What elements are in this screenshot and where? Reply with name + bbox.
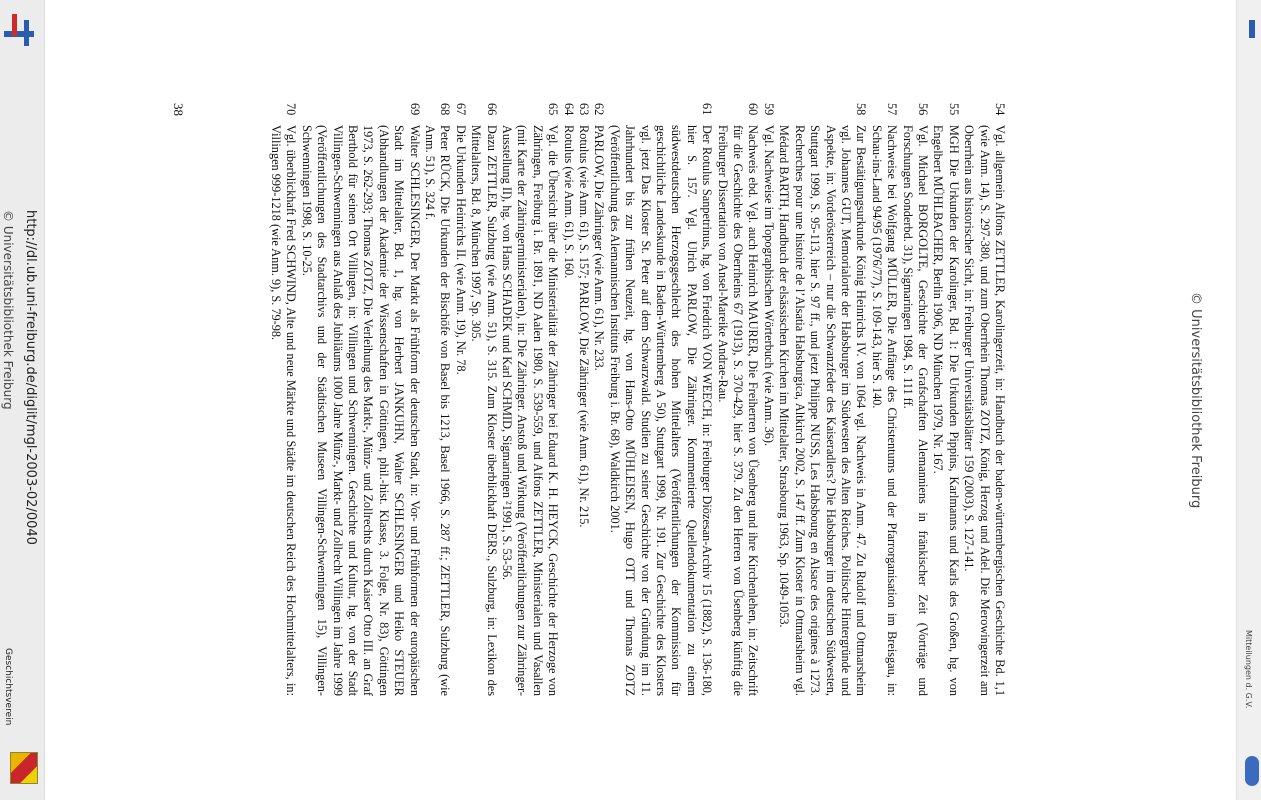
footnote	[776, 103, 868, 696]
footnote	[499, 103, 561, 696]
logo-bar-icon	[12, 14, 17, 36]
footnote-number: 68	[438, 103, 453, 116]
footnote-number: 64	[561, 103, 576, 116]
right-society-label: Mitteilungen d. G.V.	[1244, 630, 1253, 709]
footnote-text: Vgl. Michael BORGOLTE, Geschichte der Grafschaften Alemanniens in fränkischer Zeit (Vorträge und Forschungen Sonderbd. 31), Sigmaringen 1984, S. 111 ff.	[900, 125, 930, 696]
footnote-text: Vgl. allgemein Alfons ZETTLER, Karolingerzeit, in: Handbuch der baden-württembergischen Geschichte Bd. 1,1 (wie Anm. 14), S. 297-380, und zum Oberrhein Thomas ZOTZ, König, Herzog und Adel. Die Merowingerzeit am Oberrhein aus historischer Sicht, in: Freiburger Universitätsblätter 159 (2003), S. 127-141.	[962, 125, 1007, 696]
footnote-number: 60	[746, 103, 761, 116]
copyright-holder: © Universitätsbibliothek Freiburg	[1, 210, 15, 410]
footnote-text: Walter SCHLESINGER, Der Markt als Frühform der deutschen Stadt, in: Vor- und Frühformen der europäischen Stadt im Mittelalter, Bd. 1, hg. von Herbert JANKUHN, Walter SCHLESINGER und Heiko STEUER (Abhandlungen der Akademie der Wissenschaften in Göttingen, phil.-hist. Klasse, 3. Folge, Nr. 83), Göttingen 1973, S. 262-293; Thomas ZOTZ, Die Verleihung des Markt-, Münz- und Zollrechts durch Kaiser Otto III. an Graf Berthold für seinen Ort Villingen, in: Villingen und Schwenningen. Geschichte und Kultur, hg. von der Stadt Villingen-Schwenningen aus Anlaß des Jubiläums 1000 Jahre Münz-, Markt- und Zollrecht Villingen im Jahre 1999 (Veröffentlichungen des Stadtarchivs und der Städtischen Museen Villingen-Schwenningen 15), Villingen-Schwenningen 1998, S. 10-25.	[299, 125, 422, 696]
footnote-text: Vgl. Nachweise im Topographischen Wörterbuch (wie Anm. 36).	[761, 125, 776, 447]
footnote	[268, 103, 299, 696]
top-copyright-clip: © Universitätsbibliothek Freiburg	[1188, 292, 1203, 509]
footnote	[452, 103, 467, 696]
footnote-text: Rotulus (wie Anm. 61), S. 157; PARLOW, Die Zähringer (wie Anm. 61), Nr. 215.	[577, 125, 592, 528]
footnote-number: 65	[546, 103, 561, 116]
footnote	[606, 103, 714, 696]
document-page	[164, 0, 1261, 800]
footnote-text: Rotulus (wie Anm. 61), S. 160.	[561, 125, 576, 279]
footnote-number: 63	[577, 103, 592, 116]
footnote-number: 58	[854, 103, 869, 116]
footnote	[576, 103, 591, 696]
footnote-number: 67	[453, 103, 468, 116]
footnote-number: 57	[885, 103, 900, 116]
footnote-number: 59	[761, 103, 776, 116]
footnote	[591, 103, 606, 696]
footnote-number: 54	[993, 103, 1007, 116]
footnote-text: Der Rotulus Sanpetrinus, hg. von Friedrich VON WEECH, in: Freiburger Diözesan-Archiv 15 (1882), S. 136-180, hier S. 157. Vgl. Ulrich PARLOW, Die Zähringer. Kommentierte Quellendokumentation zu einem südwestdeutschen Herzogsgeschlecht des hohen Mittelalters (Veröffentlichungen der Kommission für geschichtliche Landeskunde in Baden-Württemberg A 50), Stuttgart 1999, Nr. 191. Zur Geschichte des Klosters vgl. jetzt Das Kloster St. Peter auf dem Schwarzwald. Studien zu seiner Geschichte von der Gründung im 11. Jahrhundert bis zur frühen Neuzeit, hg. von Hans-Otto MÜHLEISEN, Hugo OTT und Thomas ZOTZ (Veröffentlichung des Alemannischen Instituts Freiburg i. Br. 68), Waldkirch 2001.	[607, 125, 715, 696]
footnote-text: MGH Die Urkunden der Karolinger, Bd. 1: Die Urkunden Pippins, Karlmanns und Karls des Großen, hg. von Engelbert MÜHLBACHER, Berlin 1906, ND München 1979, Nr. 167.	[931, 125, 961, 696]
footnote	[560, 103, 575, 696]
footnote-number: 70	[284, 103, 299, 116]
logo-bar-icon	[24, 20, 29, 46]
footnote-text: Vgl. überblickhaft Fred SCHWIND, Alte und neue Märkte und Städte im deutschen Reich des Hochmittelalters, in: Villingen 999-1218 (wie Anm. 9), S. 79-98.	[268, 125, 299, 696]
society-crest-icon	[10, 752, 38, 784]
footnote-list	[268, 103, 1008, 696]
document-url-link[interactable]: http://dl.ub.uni-freiburg.de/diglit/mgl-2003-02/0040	[23, 210, 38, 545]
footnote-number: 55	[946, 103, 961, 116]
footnote	[930, 103, 961, 696]
footnote	[961, 103, 1007, 696]
footnote-number: 56	[915, 103, 930, 116]
footnote	[468, 103, 499, 696]
footnote-number: 69	[407, 103, 422, 116]
footnote-text: Vgl. die Übersicht über die Ministerialität der Zähringer bei Eduard K. H. HEYCK, Geschichte der Herzoge von Zähringen, Freiburg i. Br. 1891, ND Aalen 1980, S. 539-559, und Alfons ZETTLER, Ministerialen und Vasallen (mit Karte der Zähringerministerialen), in: Die Zähringer. Anstoß und Wirkung (Veröffentlichungen zur Zähringer-Ausstellung II), hg. von Hans SCHADEK und Karl SCHMID, Sigmaringen ²1991, S. 53-56.	[500, 125, 561, 696]
footnote	[714, 103, 760, 696]
footnote-text: Die Urkunden Heinrichs II. (wie Anm. 19), Nr. 78.	[453, 125, 468, 375]
footnote-text: Peter RÜCK, Die Urkunden der Bischöfe von Basel bis 1213, Basel 1966, S. 287 ff.; ZETTLER, Sulzburg (wie Anm. 51), S. 324 f.	[422, 125, 453, 696]
footnote-number: 66	[484, 103, 499, 116]
page-number: 38	[171, 103, 186, 116]
footnote-text: Nachweis ebd. Vgl. auch Heinrich MAURER, Die Freiherren von Üsenberg und ihre Kirchenlehen, in: Zeitschrift für die Geschichte des Oberrheins 67 (1913), S. 370-429, hier S. 379. Zu den Herren von Üsenberg künftig die Freiburger Dissertation von Ansel-Mareike Andrae-Rau.	[715, 125, 761, 696]
footnote-number: 61	[700, 103, 715, 116]
society-label: Geschichtsverein	[3, 648, 13, 726]
footnote-text: PARLOW, Die Zähringer (wie Anm. 61), Nr. 233.	[592, 125, 607, 371]
footnote-number: 62	[592, 103, 607, 116]
footnote	[298, 103, 421, 696]
footnote-text: Nachweise bei Wolfgang MÜLLER, Die Anfänge des Christentums und der Pfarrorganisation im Breisgau, in: Schau-ins-Land 94/95 (1976/77), S. 109-143, hier S. 140.	[869, 125, 900, 696]
logo-bar-icon	[4, 31, 34, 37]
footnote-text: Dazu ZETTLER, Sulzburg (wie Anm. 51), S. 315. Zum Kloster überblickhaft DERS., Sulzburg, in: Lexikon des Mittelalters, Bd. 8, München 1997, Sp. 305.	[469, 125, 499, 696]
footnote	[899, 103, 930, 696]
footnote	[761, 103, 776, 696]
footnote-text: Zur Bestätigungsurkunde König Heinrichs IV. von 1064 vgl. Nachweis in Anm. 47. Zu Rudolf und Ottmarsheim vgl. Johannes GUT, Memorialorte der Habsburger im Südwesten des Alten Reiches. Politische Hintergründe und Aspekte, in: Vorderösterreich – nur die Schwanzfeder des Kaiseradlers? Die Habsburger im deutschen Südwesten, Stuttgart 1999, S. 95-113, hier S. 97 ff., und jetzt Philippe NUSS, Les Habsbourg en Alsace des origines à 1273. Recherches pour une histoire de l’Alsatia Habsburgica, Altkirch 2002, S. 147 ff. Zum Kloster in Ottmarsheim vgl. Médard BARTH, Handbuch der elsässischen Kirchen im Mittelalter, Strasbourg 1963, Sp. 1049-1053.	[777, 125, 869, 696]
footnote	[868, 103, 899, 696]
footnote	[422, 103, 453, 696]
